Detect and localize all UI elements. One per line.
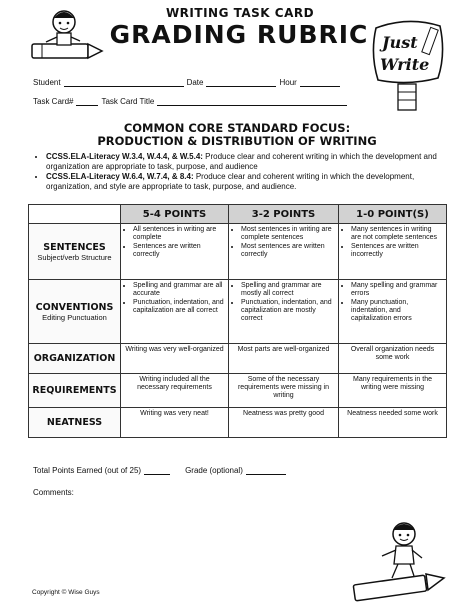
grade-label: Grade (optional) — [185, 466, 243, 475]
copyright: Copyright © Wise Guys — [32, 589, 100, 596]
cell-requirements-1-0: Many requirements in the writing were missing — [339, 374, 447, 408]
criterion-sentences: SENTENCES Subject/verb Structure — [29, 224, 121, 280]
cell-organization-3-2: Most parts are well-organized — [229, 344, 339, 374]
task-card-title-label: Task Card Title — [101, 97, 155, 106]
hour-field[interactable] — [300, 78, 340, 87]
task-card-label: Task Card# — [33, 97, 74, 106]
just-write-logo — [368, 14, 448, 114]
student-label: Student — [33, 78, 61, 87]
subtitle: WRITING TASK CARD — [165, 6, 315, 20]
cell-conventions-1-0: • Many spelling and grammar errors • Many punctuation, indentation, and capitalization errors — [339, 280, 447, 344]
logo-just-text: Just — [382, 33, 418, 52]
total-points-label: Total Points Earned (out of 25) — [33, 466, 142, 475]
cell-neatness-1-0: Neatness needed some work — [339, 408, 447, 438]
cell-organization-1-0: Overall organization needs some work — [339, 344, 447, 374]
cell-requirements-3-2: Some of the necessary requirements were missing in writing — [229, 374, 339, 408]
student-field[interactable] — [64, 78, 184, 87]
criterion-organization: ORGANIZATION — [29, 344, 121, 374]
comments-area[interactable] — [33, 510, 353, 570]
rubric-row-neatness — [29, 408, 447, 438]
comments-label: Comments: — [33, 488, 74, 497]
cell-conventions-5-4: • Spelling and grammar are all accurate • Punctuation, indentation, and capitalization are all correct — [121, 280, 229, 344]
cell-sentences-3-2: • Most sentences in writing are complete sentences • Most sentences are written correctly — [229, 224, 339, 280]
rubric-corner — [29, 205, 121, 224]
rubric-row-organization — [29, 344, 447, 374]
cartoon-kid-on-pencil-top-icon — [28, 4, 104, 72]
standards-list — [34, 152, 444, 192]
criterion-conventions: CONVENTIONS Editing Punctuation — [29, 280, 121, 344]
standard-item: • CCSS.ELA-Literacy W.3.4, W.4.4, & W.5.4: Produce clear and coherent writing in which the development and organization are appropriate to task, purpose, and audience — [46, 152, 444, 171]
grading-rubric-table — [28, 204, 447, 438]
page-title: GRADING RUBRIC — [109, 20, 369, 49]
logo-write-text: Write — [380, 55, 430, 74]
date-label: Date — [186, 78, 204, 87]
cell-neatness-5-4: Writing was very neat! — [121, 408, 229, 438]
cell-conventions-3-2: • Spelling and grammar are mostly all correct • Punctuation, indentation, and capitalization are mostly correct — [229, 280, 339, 344]
task-card-number-field[interactable] — [76, 97, 98, 106]
rubric-header-row — [29, 205, 447, 224]
rubric-row-sentences — [29, 224, 447, 280]
criterion-requirements: REQUIREMENTS — [29, 374, 121, 408]
cell-sentences-5-4: • All sentences in writing are complete • Sentences are written correctly — [121, 224, 229, 280]
task-card-title-field[interactable] — [157, 97, 347, 106]
header-5-4-points: 5-4 POINTS — [121, 205, 229, 224]
header-3-2-points: 3-2 POINTS — [229, 205, 339, 224]
rubric-row-requirements — [29, 374, 447, 408]
date-field[interactable] — [206, 78, 276, 87]
grade-field[interactable] — [246, 466, 286, 475]
focus-heading-2: PRODUCTION & DISTRIBUTION OF WRITING — [97, 134, 377, 148]
header-1-0-points: 1-0 POINT(S) — [339, 205, 447, 224]
info-row-2 — [33, 97, 350, 106]
total-points-row — [33, 466, 289, 475]
cartoon-kid-on-pencil-bottom-icon — [348, 518, 448, 608]
cell-organization-5-4: Writing was very well-organized — [121, 344, 229, 374]
criterion-neatness: NEATNESS — [29, 408, 121, 438]
rubric-row-conventions — [29, 280, 447, 344]
focus-heading-1: COMMON CORE STANDARD FOCUS: — [123, 121, 351, 135]
standard-item: • CCSS.ELA-Literacy W.6.4, W.7.4, & 8.4: Produce clear and coherent writing in which the development, organization, and style are appropriate to task, purpose, and audience. — [46, 172, 444, 191]
info-row-1 — [33, 78, 343, 87]
hour-label: Hour — [279, 78, 297, 87]
cell-sentences-1-0: • Many sentences in writing are not complete sentences • Sentences are written incorrectly — [339, 224, 447, 280]
cell-requirements-5-4: Writing included all the necessary requirements — [121, 374, 229, 408]
total-points-field[interactable] — [144, 466, 170, 475]
cell-neatness-3-2: Neatness was pretty good — [229, 408, 339, 438]
